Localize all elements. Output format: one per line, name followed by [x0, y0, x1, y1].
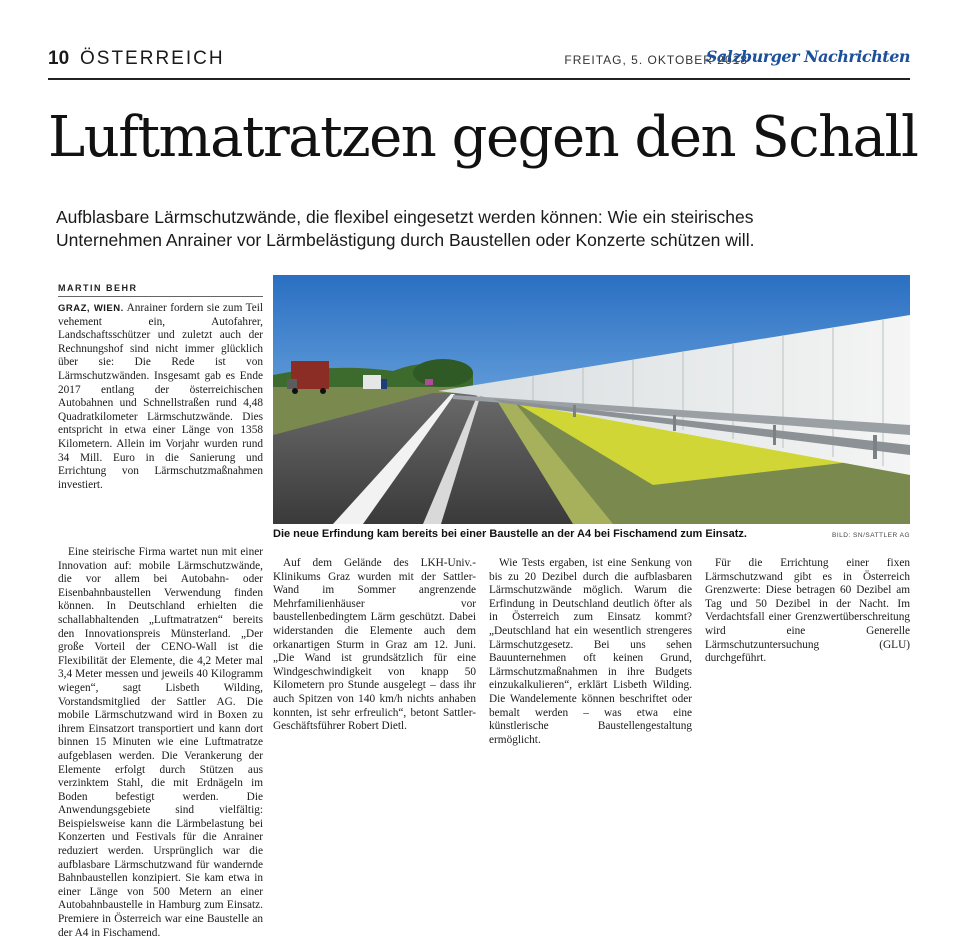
paragraph: Für die Errichtung einer fixen Lärmschutzwand gibt es in Österreich Grenzwerte: Diese betragen 60 Dezibel am Tag und 50 Dezibel in der Nacht. Im Verdachtsfall einer Grenzwertüberschreitung wird eine Generelle Lärmschutzuntersuchung (GLU) durchgeführt.: [705, 557, 910, 665]
photo-credit: BILD: SN/SATTLER AG: [831, 532, 910, 539]
paragraph-text: Anrainer fordern sie zum Teil vehement ein, Autofahrer, Landschaftsschützer und zuletzt auch der Rechnungshof sind nicht immer glücklich über sie: Die Rede ist von Lärmschutzwänden. Insgesamt gab es Ende 2017 entlang der österreichischen Autobahnen und Schnellstraßen rund 4,48 Quadratkilometer Lärmschutzwände. Dies entspricht in etwa einer Länge von 1358 Kilometern. Allein im Vorjahr wurden rund 34 Mill. Euro in die Sanierung und Errichtung von Lärmschutzmaßnahmen investiert.: [58, 302, 264, 491]
dateline: GRAZ, WIEN.: [58, 303, 124, 314]
header-rule: [48, 78, 910, 80]
issue-date: FREITAG, 5. OKTOBER 2018: [564, 53, 748, 67]
page-number: 10: [48, 48, 70, 69]
text-column-1: [58, 302, 263, 492]
paragraph: Eine steirische Firma wartet nun mit einer Innovation auf: mobile Lärmschutzwände, die vor allem bei Autobahn- oder Eisenbahnbaustellen Verwendung finden können. In Deutschland erhielten die schallabhaltenden „Luftmatratzen“ bereits den Innovationspreis Münsterland. „Der große Vorteil der CENO-Wall ist die Flexibilität der Elemente, die 4,2 Meter mal 3,4 Meter messen und jeweils 40 Kilogramm wiegen“, sagt Lisbeth Wilding, Vorstandsmitglied der Sattler AG. Die mobile Lärmschutzwand wird in Boxen zu ihrem Einsatzort transportiert und kann dort binnen 15 Minuten wie eine Luftmatratze aufgeblasen werden. Die Verankerung der Elemente erfolgt durch Stützen aus verzinktem Stahl, die mit Erdnägeln im Boden befestigt werden. Die Anwendungsgebiete sind vielfältig: Beispielsweise kann die Lärmbelastung bei Konzerten und Festivals für die Anrainer reduziert werden. Ursprünglich war die aufblasbare Lärmschutzwand für wandernde Bahnbaustellen konzipiert. Sie kam etwa in einer Länge von 500 Metern an einer Autobahnbaustelle in Hamburg zum Einsatz. Premiere in Österreich war eine Baustelle an der A4 in Fischamend.: [58, 546, 263, 939]
paragraph: Auf dem Gelände des LKH-Univ.-Klinikums Graz wurden mit der Sattler-Wand im Sommer angrenzende Mehrfamilienhäuser vor baustellenbedingtem Lärm geschützt. Dabei widerstanden die Elemente auch dem orkanartigen Sturm in Graz am 12. Juni. „Die Wand ist grundsätzlich für eine Windgeschwindigkeit von knapp 50 Kilometern pro Stunde ausgelegt – dass ihr auch Spitzen von 140 km/h nichts anhaben konnten, ist sehr erfreulich“, betont Sattler-Geschäftsführer Robert Dietl.: [273, 557, 476, 733]
newspaper-logo: Salzburger Nachrichten: [705, 47, 910, 66]
text-column-4: [489, 557, 692, 747]
author-byline: MARTIN BEHR: [58, 283, 138, 293]
section-title: ÖSTERREICH: [80, 48, 225, 69]
page-header: [48, 48, 910, 72]
article-photo: [273, 275, 910, 524]
paragraph: [58, 302, 263, 492]
headline: Luftmatratzen gegen den Schall: [48, 105, 918, 170]
photo-caption: Die neue Erfindung kam bereits bei einer Baustelle an der A4 bei Fischamend zum Einsatz.: [273, 528, 747, 540]
paragraph: Wie Tests ergaben, ist eine Senkung von bis zu 20 Dezibel durch die aufblasbaren Lärmschutzwände möglich. Warum die Erfindung in Deutschland deutlich öfter als in Österreich zum Einsatz kommt? „Deutschland hat ein wesentlich strengeres Lärmschutzgesetz. Bei uns sehen Bauunternehmen oft keinen Grund, Lärmschutzmaßnahmen in ihre Budgets einzukalkulieren“, erklärt Lisbeth Wilding. Die Wandelemente können beschriftet oder bemalt werden – was etwa eine künstlerische Baustellengestaltung ermöglicht.: [489, 557, 692, 746]
byline-rule: [58, 296, 263, 297]
highway-noise-wall-image: [273, 275, 910, 524]
text-column-5: [705, 557, 910, 666]
subhead-line: Aufblasbare Lärmschutzwände, die flexibel eingesetzt werden können: Wie ein steirisches: [56, 207, 754, 227]
text-column-2: [58, 546, 263, 940]
subhead-line: Unternehmen Anrainer vor Lärmbelästigung durch Baustellen oder Konzerte schützen will.: [56, 230, 755, 250]
subheadline: [56, 206, 916, 252]
text-column-3: [273, 557, 476, 734]
